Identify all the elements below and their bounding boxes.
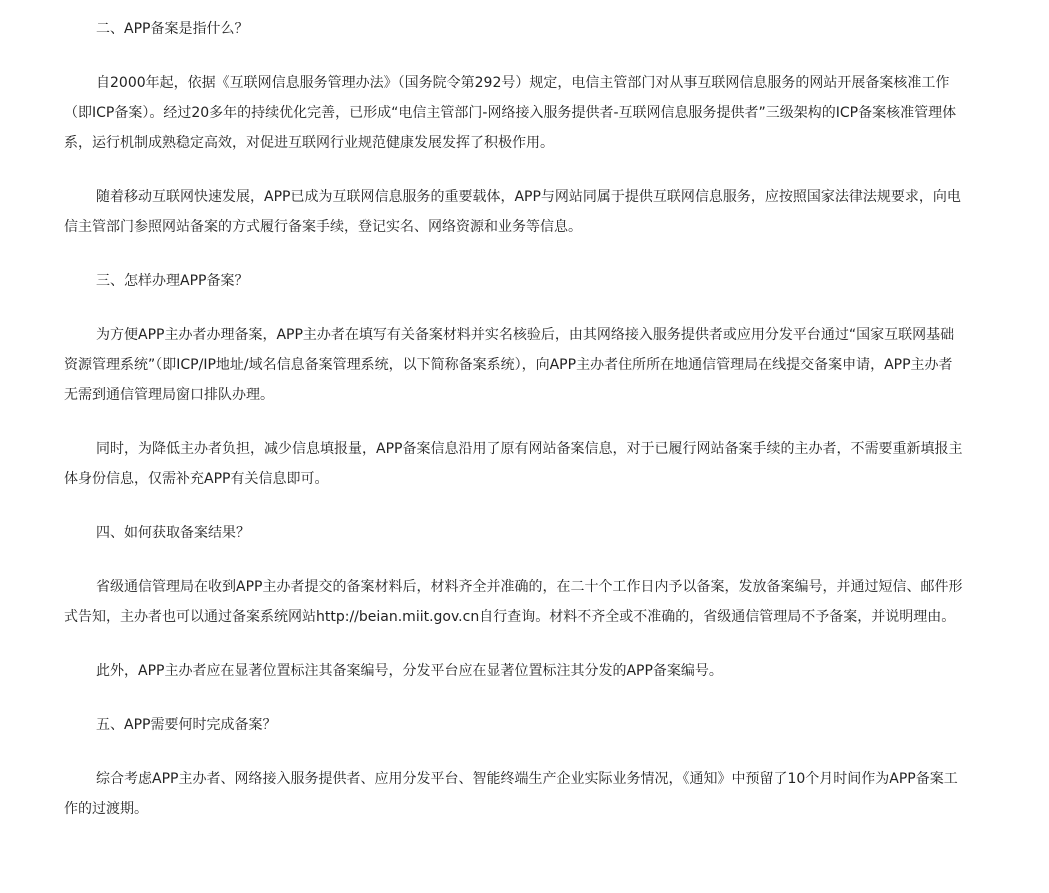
section-heading: 四、如何获取备案结果？ xyxy=(96,525,250,541)
section-heading: 五、APP需要何时完成备案？ xyxy=(96,717,277,733)
paragraph: 此外，APP主办者应在显著位置标注其备案编号，分发平台应在显著位置标注其分发的APP备案编号。 xyxy=(96,663,723,679)
section-heading: 三、怎样办理APP备案？ xyxy=(96,273,249,289)
paragraph: 省级通信管理局在收到APP主办者提交的备案材料后，材料齐全并准确的，在二十个工作日内予以备案，发放备案编号，并通过短信、邮件形式告知，主办者也可以通过备案系统网站http://beian.miit.gov.cn自行查询。材料不齐全或不准确的，省级通信管理局不予备案，并说明理由。 xyxy=(64,579,963,625)
section-heading: 二、APP备案是指什么？ xyxy=(96,21,249,37)
paragraph: 综合考虑APP主办者、网络接入服务提供者、应用分发平台、智能终端生产企业实际业务情况，《通知》中预留了10个月时间作为APP备案工作的过渡期。 xyxy=(64,771,958,817)
paragraph: 随着移动互联网快速发展，APP已成为互联网信息服务的重要载体，APP与网站同属于提供互联网信息服务，应按照国家法律法规要求，向电信主管部门参照网站备案的方式履行备案手续，登记实名、网络资源和业务等信息。 xyxy=(64,189,961,235)
paragraph: 为方便APP主办者办理备案，APP主办者在填写有关备案材料并实名核验后，由其网络接入服务提供者或应用分发平台通过“国家互联网基础资源管理系统”（即ICP/IP地址/域名信息备案管理系统，以下简称备案系统），向APP主办者住所所在地通信管理局在线提交备案申请，APP主办者无需到通信管理局窗口排队办理。 xyxy=(64,327,955,403)
paragraph: 自2000年起，依据《互联网信息服务管理办法》（国务院令第292号）规定，电信主管部门对从事互联网信息服务的网站开展备案核准工作（即ICP备案）。经过20多年的持续优化完善，已形成“电信主管部门-网络接入服务提供者-互联网信息服务提供者”三级架构的ICP备案核准管理体系，运行机制成熟稳定高效，对促进互联网行业规范健康发展发挥了积极作用。 xyxy=(64,75,957,151)
paragraph: 同时，为降低主办者负担，减少信息填报量，APP备案信息沿用了原有网站备案信息，对于已履行网站备案手续的主办者，不需要重新填报主体身份信息，仅需补充APP有关信息即可。 xyxy=(64,441,963,487)
article-body xyxy=(64,14,964,848)
